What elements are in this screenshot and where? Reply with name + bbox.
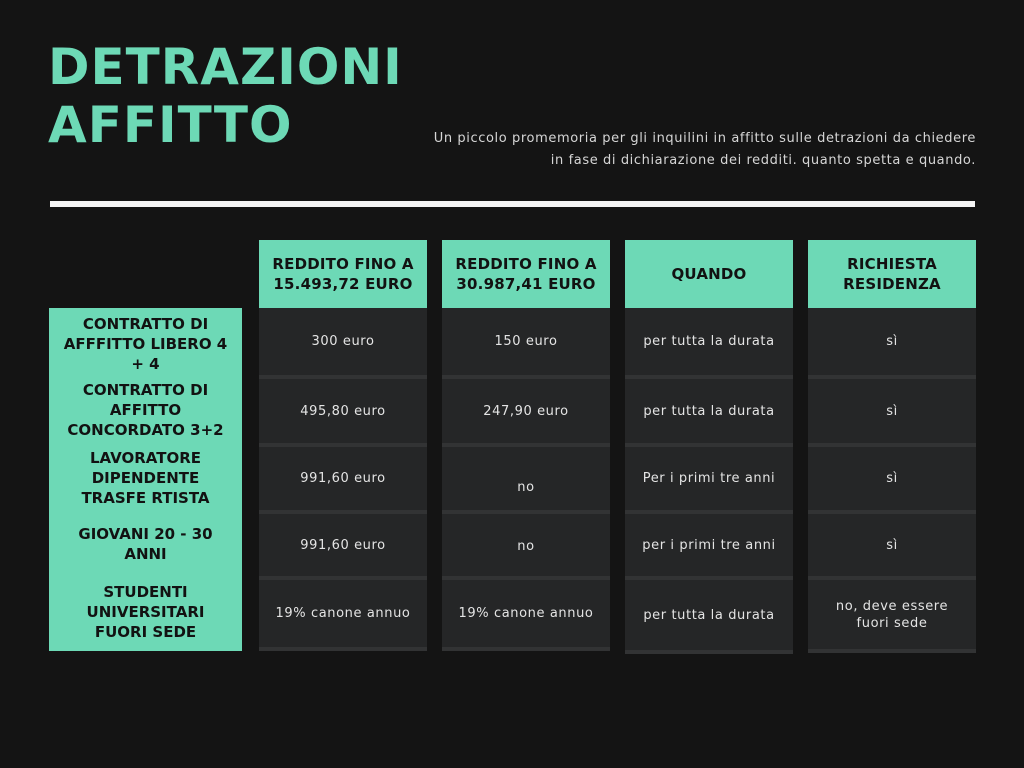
table-cell: 19% canone annuo (442, 580, 610, 651)
row-label-studenti: STUDENTI UNIVERSITARI FUORI SEDE (86, 583, 205, 641)
title-line-1: DETRAZIONI (48, 38, 403, 96)
table-cell: 19% canone annuo (259, 580, 427, 651)
row-label-concordato: CONTRATTO DI AFFITTO CONCORDATO 3+2 (67, 381, 224, 439)
table-cell: sì (808, 447, 976, 514)
table-cell: 150 euro (442, 308, 610, 379)
table-cell: 247,90 euro (442, 379, 610, 447)
column-header-when: QUANDO (625, 240, 793, 308)
table-cell: sì (808, 514, 976, 580)
title-line-2: AFFITTO (48, 96, 293, 154)
table-cell: sì (808, 308, 976, 379)
page-subtitle: Un piccolo promemoria per gli inquilini in affitto sulle detrazioni da chiedere in fase di dichiarazione dei redditi. quanto spetta e quando. (433, 131, 976, 168)
table-cell: 991,60 euro (259, 447, 427, 514)
table-cell: 495,80 euro (259, 379, 427, 447)
column-header-residence: RICHIESTA RESIDENZA (808, 240, 976, 308)
row-label-trasfertista: LAVORATORE DIPENDENTE TRASFE RTISTA (81, 449, 210, 507)
page-title (48, 38, 403, 154)
table-cell: per tutta la durata (625, 580, 793, 654)
column-header-income-15493: REDDITO FINO A 15.493,72 EURO (259, 240, 427, 308)
table-cell: no (442, 447, 610, 514)
table-cell: 300 euro (259, 308, 427, 379)
row-label-libero: CONTRATTO DI AFFFITTO LIBERO 4 + 4 (63, 315, 228, 373)
table-cell: no (442, 514, 610, 580)
table-cell: per tutta la durata (625, 308, 793, 379)
table-cell: per tutta la durata (625, 379, 793, 447)
row-label-giovani: GIOVANI 20 - 30 ANNI (78, 525, 213, 563)
title-divider (50, 201, 975, 207)
table-cell: per i primi tre anni (625, 514, 793, 580)
table-cell: Per i primi tre anni (625, 447, 793, 514)
table-cell: no, deve essere fuori sede (808, 580, 976, 653)
table-cell: 991,60 euro (259, 514, 427, 580)
column-header-income-30987: REDDITO FINO A 30.987,41 EURO (442, 240, 610, 308)
table-cell: sì (808, 379, 976, 447)
